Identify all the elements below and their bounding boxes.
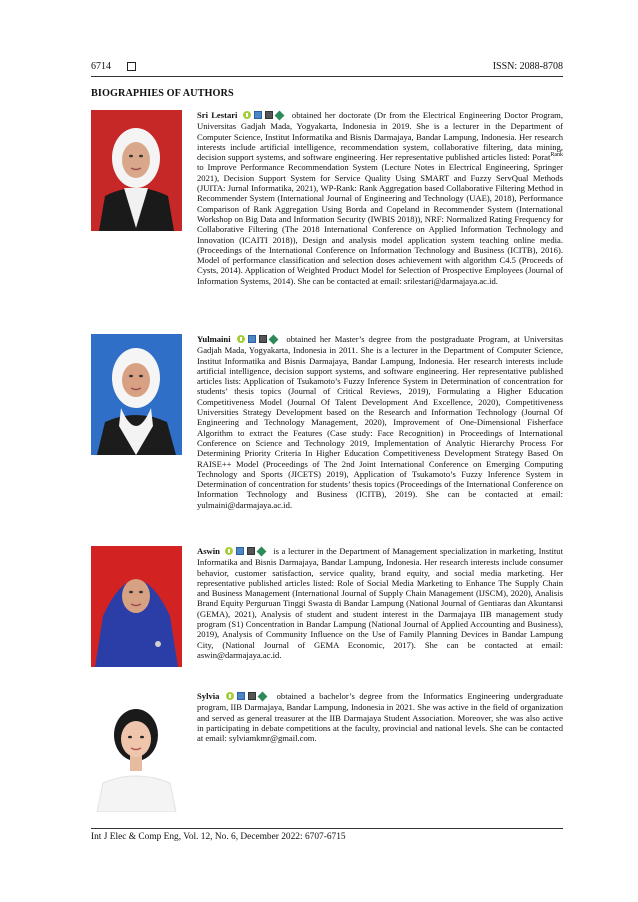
researchgate-icon[interactable] <box>258 692 268 702</box>
author-bio-text <box>197 334 563 510</box>
profile-icons <box>243 111 286 121</box>
superscript-rank: Rank <box>550 152 563 159</box>
profile-icons <box>226 692 269 702</box>
orcid-icon[interactable] <box>225 547 233 555</box>
web-of-science-icon[interactable] <box>265 111 273 119</box>
author-photo-image <box>91 546 182 667</box>
page-number: 6714 <box>91 61 111 72</box>
author-name: Sri Lestari <box>197 110 238 120</box>
author-bio: obtained her doctorate (Dr from the Electrical Engineering Doctor Program, Universitas Gadjah Mada, Yogyakarta, Indonesia in 2019. She is a lecturer in the Department of Computer Science, Institut Informatika and Bisnis Darmajaya, Bandar Lampung, Indonesia. Her research interests include artificial intelligence, recommendation system, collaborative filtering, data mining, decision support systems, and software engineering. Her representative published articles listed: Porat <box>197 110 563 163</box>
author-name: Aswin <box>197 546 220 556</box>
google-scholar-icon[interactable] <box>236 547 244 555</box>
author-bio-continued: to Improve Performance Recommendation System (Lecture Notes in Electrical Engineering, Springer 2021), Decision Support System for Service Quality Using SMART and Fuzzy ServQual Methods (JUITA: Jurnal Informatika, 2021), WP-Rank: Rank Aggregation based Collaborative Filtering Method in Recommender System (International Journal of Engineering and Technology (UAE), 2018), Performance Comparison of Rank Aggregation Using Borda and Copeland in Recommender System (International Workshop on Big Data and Information Security (IWBIS 2018)), NRF: Normalized Rating Frequency for Collaborative Filtering (The 2018 International Conference on Applied Information Technology and Innovation (ICAITI 2018)), Design and analysis model application system teaching online media. (Proceedings of the International Conference on Information Technology and Business (ICITB), 2016). Model of performance classification and selection doses achievement with algorithm C4.5 (Proceeds of Cysts, 2014). Application of Weighted Product Model for Selection of Prospective Employees (Journal of Information Systems, 2014). She can be contacted at email: srilestari@darmajaya.ac.id. <box>197 162 563 286</box>
google-scholar-icon[interactable] <box>237 692 245 700</box>
orcid-icon[interactable] <box>226 692 234 700</box>
web-of-science-icon[interactable] <box>248 692 256 700</box>
header-divider <box>91 76 563 77</box>
square-icon <box>127 62 136 71</box>
profile-icons <box>225 547 268 557</box>
author-bio-sylvia <box>91 691 563 812</box>
author-name: Sylvia <box>197 691 220 701</box>
author-photo-image <box>91 334 182 455</box>
author-photo-image <box>91 691 182 812</box>
author-bio: is a lecturer in the Department of Management specialization in marketing, Institut Informatika and Bisnis Darmajaya, Bandar Lampung, Indonesia. Her research interests include consumer behavior, customer satisfaction, service quality, brand equity, and social media marketing. Her representative published articles listed: Role of Social Media Marketing to Enhance The Supply Chain and Business Management (International Journal of Supply Chain Management (IJSCM), 2020), Analisis Brand Equity Perguruan Tinggi Swasta di Bandar Lampung (National Journal of Gentiaras dan Akuntansi (GEMA), 2021), Analysis of student and student interest in the Darmajaya IIB management study program (S1) Concentration in Bandar Lampung (National Journal of Applied Accounting and Business), 2019), Analysis of Community Influence on the Use of Family Planning Devices in Bandar Lampung City, (National Journal of GEMA Economic, 2017). She can be contacted at email: aswin@darmajaya.ac.id. <box>197 546 563 660</box>
author-bio-text <box>197 110 563 286</box>
author-photo <box>91 546 182 667</box>
google-scholar-icon[interactable] <box>254 111 262 119</box>
web-of-science-icon[interactable] <box>247 547 255 555</box>
orcid-icon[interactable] <box>237 335 245 343</box>
author-bio-yulmaini <box>91 334 563 534</box>
section-title: BIOGRAPHIES OF AUTHORS <box>91 88 234 99</box>
researchgate-icon[interactable] <box>256 547 266 557</box>
author-photo-image <box>91 110 182 231</box>
google-scholar-icon[interactable] <box>248 335 256 343</box>
author-photo <box>91 110 182 231</box>
footer-citation: Int J Elec & Comp Eng, Vol. 12, No. 6, December 2022: 6707-6715 <box>91 832 346 842</box>
author-photo <box>91 691 182 812</box>
footer-divider <box>91 828 563 829</box>
orcid-icon[interactable] <box>243 111 251 119</box>
page-header <box>91 61 563 75</box>
issn-label: ISSN: 2088-8708 <box>492 61 563 72</box>
author-bio-aswin <box>91 546 563 680</box>
author-bio-text <box>197 546 563 660</box>
author-bio: obtained her Master’s degree from the postgraduate Program, at Universitas Gadjah Mada, Yogyakarta, Indonesia in 2011. She is a lecturer in the Department of Computer Science, Institut Informatika and Bisnis Darmajaya, Bandar Lampung, Indonesia. Her research interests include artificial intelligence, decision support systems, and software engineering. Her representative published articles lists: Application of Tsukamoto’s Fuzzy Inference System in Determination of concentration for students’ thesis topics (Journal of Critical Reviews, 2019), Formulating a Higher Education Competitiveness Model (Journal Of Talent Development And Excellence, 2020), Competitiveness Universities Strategy Development based on the Research and Information Technology (Journal Of Engineering and Technology Management, 2020), Improvement of One-Dimensional Fisherface Algorithm to extract the Features (Case study: Face Recognition) in Proceedings of International Conference on Science and Technology 2019, Implementation of Analytic Hierarchy Process For Determining Priority Criteria In Higher Education Competitiveness Development Strategy Based On RAISE++ Model (Proceedings of The 2nd Joint International Conference on Emerging Computing Technology and Sports (JICETS) 2019), Application of Tsukamoto’s Fuzzy Inference System in Determination of concentration for students’ thesis topics (Proceedings of the International Conference on Information Technology and Business (ICITB), 2019). She can be contacted at email: yulmaini@darmajaya.ac.id. <box>197 334 563 510</box>
author-bio-sri-lestari <box>91 110 563 322</box>
web-of-science-icon[interactable] <box>259 335 267 343</box>
researchgate-icon[interactable] <box>268 335 278 345</box>
author-name: Yulmaini <box>197 334 231 344</box>
author-bio: obtained a bachelor’s degree from the Informatics Engineering undergraduate program, IIB Darmajaya, Bandar Lampung, Indonesia in 2021. She was active in the field of organization and served as general treasurer at the IIB Darmajaya Student Association. Moreover, she was also active in participating in debate competitions at the faculty, provincial and national levels. She can be contacted at email: sylviamkmr@gmail.com. <box>197 691 563 744</box>
profile-icons <box>237 335 280 345</box>
author-photo <box>91 334 182 455</box>
researchgate-icon[interactable] <box>274 111 284 121</box>
author-bio-text <box>197 691 563 743</box>
